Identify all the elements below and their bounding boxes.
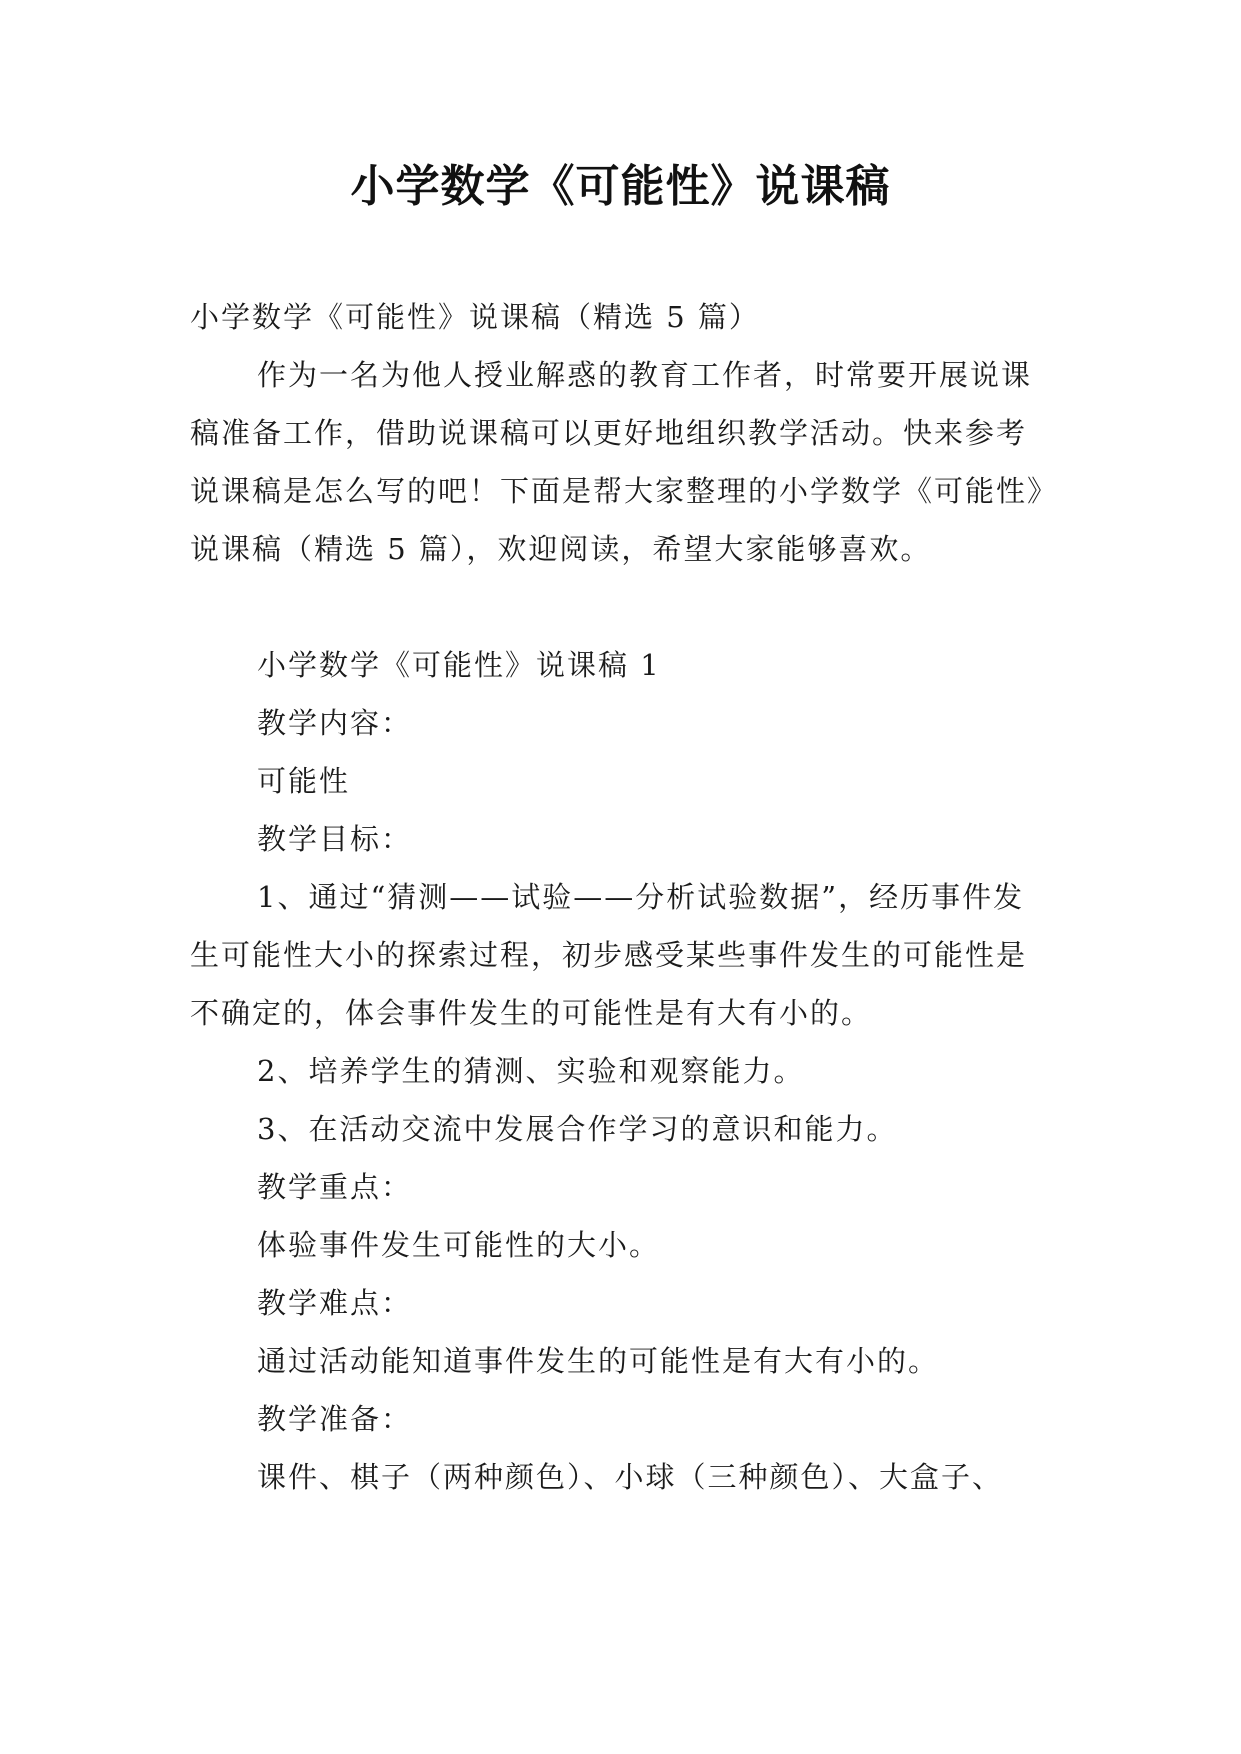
difficulty-label: 教学难点： [257,1286,413,1320]
preparation-label: 教学准备： [257,1402,413,1436]
goal-item-2: 2、培养学生的猜测、实验和观察能力。 [257,1054,805,1088]
document-subtitle: 小学数学《可能性》说课稿（精选 5 篇） [190,300,760,334]
intro-paragraph: 作为一名为他人授业解惑的教育工作者，时常要开展说课稿准备工作，借助说课稿可以更好地组织教学活动。快来参考说课稿是怎么写的吧！下面是帮大家整理的小学数学《可能性》说课稿（精选 5 篇），欢迎阅读，希望大家能够喜欢。 [190,358,1044,566]
goal-item-1: 1、通过“猜测——试验——分析试验数据”，经历事件发生可能性大小的探索过程，初步感受某些事件发生的可能性是不确定的，体会事件发生的可能性是有大有小的。 [190,880,1028,1030]
page-title: 小学数学《可能性》说课稿 [350,161,891,212]
difficulty-value: 通过活动能知道事件发生的可能性是有大有小的。 [257,1344,940,1378]
goal-item-3: 3、在活动交流中发展合作学习的意识和能力。 [257,1112,898,1146]
preparation-value: 课件、棋子（两种颜色）、小球（三种颜色）、大盒子、 [257,1460,1004,1494]
content-label: 教学内容： [257,706,413,740]
goals-label: 教学目标： [257,822,413,856]
section-heading: 小学数学《可能性》说课稿 1 [257,648,661,682]
paragraph-spacer [190,578,1050,636]
key-point-label: 教学重点： [257,1170,413,1204]
content-value: 可能性 [257,764,351,798]
key-point-value: 体验事件发生可能性的大小。 [257,1228,661,1262]
document-body [190,288,1050,1506]
